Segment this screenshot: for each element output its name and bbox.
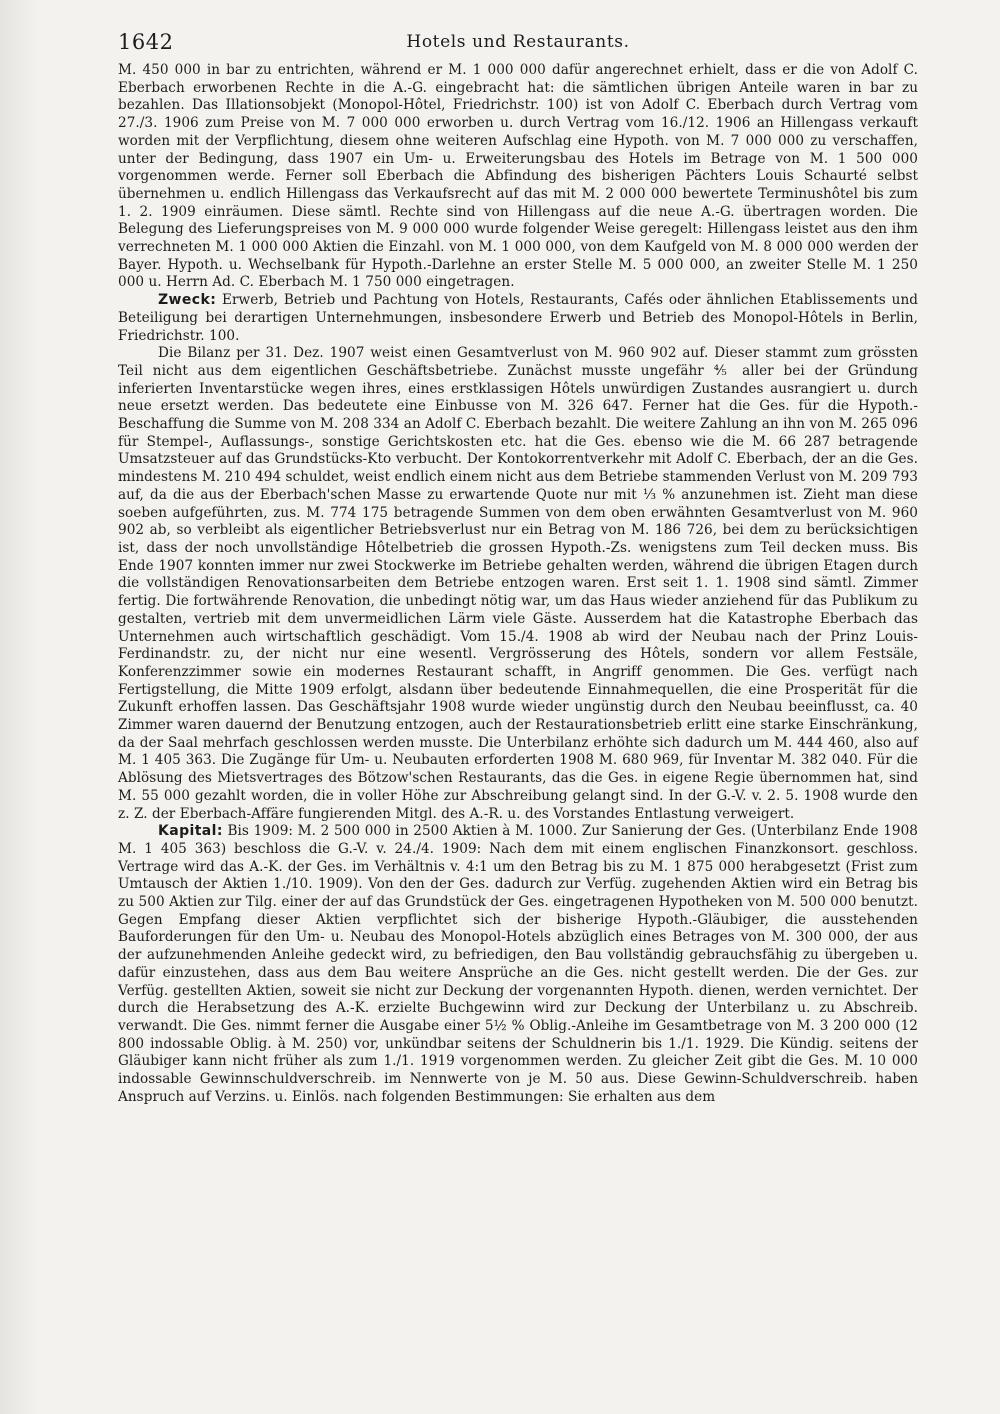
page-number: 1642 [118, 30, 174, 54]
paragraph-continuation [118, 62, 918, 292]
paragraph-text: Bis 1909: M. 2 500 000 in 2500 Aktien à M. 1000. Zur Sanierung der Ges. (Unterbilanz Ende 1908 M. 1 405 363) beschloss die G.-V. v. 24./4. 1909: Nach dem mit einem englischen Finanzkonsort. geschloss. Vertrage wird das A.-K. der Ges. im Verhältnis v. 4:1 um den Betrag bis zu M. 1 875 000 herabgesetzt (Frist zum Umtausch der Aktien 1./10. 1909). Von den der Ges. dadurch zur Verfüg. zugehenden Aktien wird ein Betrag bis zu 500 Aktien zur Tilg. einer der auf das Grundstück der Ges. eingetragenen Hypotheken von M. 500 000 benutzt. Gegen Empfang dieser Aktien verpflichtet sich der bisherige Hypoth.-Gläubiger, die ausstehenden Bauforderungen für den Um- u. Neubau des Monopol-Hotels abzüglich eines Betrages von M. 300 000, der aus der aufzunehmenden Anleihe gedeckt wird, zu befriedigen, den Bau vollständig gebrauchsfähig zu übergeben u. dafür einzustehen, dass aus dem Bau weitere Ansprüche an die Ges. nicht gestellt werden. Die der Ges. zur Verfüg. gestellten Aktien, soweit sie nicht zur Deckung der vorgenannten Hypoth. dienen, werden vernichtet. Der durch die Herabsetzung des A.-K. erzielte Buchgewinn wird zur Deckung der Unterbilanz u. zu Abschreib. verwandt. Die Ges. nimmt ferner die Ausgabe einer 5½ % Oblig.-Anleihe im Gesamtbetrage von M. 3 200 000 (12 800 indossable Oblig. à M. 250) vor, unkündbar seitens der Schuldnerin bis 1./1. 1929. Die Kündig. seitens der Gläubiger kann nicht früher als zum 1./1. 1919 vorgenommen werden. Zu gleicher Zeit gibt die Ges. M. 10 000 indossable Gewinnschuldverschreib. im Nennwerte von je M. 50 aus. Diese Gewinn-Schuldverschreib. haben Anspruch auf Verzins. u. Einlös. nach folgenden Bestimmungen: Sie erhalten aus dem [118, 823, 918, 1105]
scan-edge-shadow [0, 0, 40, 1414]
paragraph-bilanz [118, 345, 918, 823]
body-text [118, 62, 918, 1106]
paragraph-text: M. 450 000 in bar zu entrichten, während er M. 1 000 000 dafür angerechnet erhielt, dass er die von Adolf C. Eberbach erworbenen Rechte in die A.-G. eingebracht hat: die sämtlichen übrigen Anteile waren in bar zu bezahlen. Das Illationsobjekt (Monopol-Hôtel, Friedrichstr. 100) ist von Adolf C. Eberbach durch Vertrag vom 27./3. 1906 zum Preise von M. 7 000 000 erworben u. durch Vertrag vom 16./12. 1906 an Hillengass verkauft worden mit der Verpflichtung, diesem ohne weiteren Aufschlag eine Hypoth. von M. 7 000 000 zu verschaffen, unter der Bedingung, dass 1907 ein Um- u. Erweiterungsbau des Hotels im Betrage von M. 1 500 000 vorgenommen werde. Ferner soll Eberbach die Abfindung des bisherigen Pächters Louis Schaurté selbst übernehmen u. endlich Hillengass das Verkaufsrecht auf das mit M. 2 000 000 bewertete Terminushôtel bis zum 1. 2. 1909 einräumen. Diese sämtl. Rechte sind von Hillengass auf die neue A.-G. übertragen worden. Die Belegung des Lieferungspreises von M. 9 000 000 wurde folgender Weise geregelt: Hillengass leistet aus den ihm verrechneten M. 1 000 000 Aktien die Einzahl. von M. 1 000 000, von dem Kaufgeld von M. 8 000 000 werden der Bayer. Hypoth. u. Wechselbank für Hypoth.-Darlehne an erster Stelle M. 5 000 000, an zweiter Stelle M. 1 250 000 u. Herrn Ad. C. Eberbach M. 1 750 000 eingetragen. [118, 62, 918, 291]
section-kapital [118, 823, 918, 1106]
paragraph-text: Die Bilanz per 31. Dez. 1907 weist einen Gesamtverlust von M. 960 902 auf. Dieser stammt zum grössten Teil nicht aus dem eigentlichen Geschäftsbetriebe. Zunächst musste ungefähr ⅘ aller bei der Gründung inferierten Inventarstücke wegen ihres, eines erstklassigen Hôtels unwürdigen Zustandes ausrangiert u. durch neue ersetzt werden. Das bedeutete eine Einbusse von M. 326 647. Ferner hat die Ges. für die Hypoth.-Beschaffung die Summe von M. 208 334 an Adolf C. Eberbach bezahlt. Die weitere Zahlung an ihn von M. 265 096 für Stempel-, Auflassungs-, sonstige Gerichtskosten etc. hat die Ges. ebenso wie die M. 66 287 betragende Umsatzsteuer auf das Grundstücks-Kto verbucht. Der Kontokorrentverkehr mit Adolf C. Eberbach, der an die Ges. mindestens M. 210 494 schuldet, weist endlich einem nicht aus dem Betriebe stammenden Verlust von M. 209 793 auf, da die aus der Eberbach'schen Masse zu erwartende Quote nur mit ⅓ % anzunehmen ist. Zieht man diese soeben aufgeführten, zus. M. 774 175 betragende Summen von dem oben erwähnten Gesamtverlust von M. 960 902 ab, so verbleibt als eigentlicher Betriebsverlust nur ein Betrag von M. 186 726, bei dem zu berücksichtigen ist, dass der noch unvollständige Hôtelbetrieb die grossen Hypoth.-Zs. wenigstens zum Teil decken muss. Bis Ende 1907 konnten immer nur zwei Stockwerke im Betriebe gehalten werden, während die übrigen Etagen durch die vollständigen Renovationsarbeiten dem Betriebe entzogen waren. Erst seit 1. 1. 1908 sind sämtl. Zimmer fertig. Die fortwährende Renovation, die unbedingt nötig war, um das Haus wieder anziehend für das Publikum zu gestalten, vertrieb mit dem unvermeidlichen Lärm viele Gäste. Ausserdem hat die Katastrophe Eberbach das Unternehmen auch wirtschaftlich geschädigt. Vom 15./4. 1908 ab wird der Neubau nach der Prinz Louis-Ferdinandstr. zu, der nicht nur eine wesentl. Vergrösserung des Hôtels, sondern vor allem Festsäle, Konferenzzimmer sowie ein modernes Restaurant schafft, in Angriff genommen. Die Ges. verfügt nach Fertigstellung, die Mitte 1909 erfolgt, alsdann über bedeutende Einnahmequellen, die eine Prosperität für die Zukunft erhoffen lassen. Das Geschäftsjahr 1908 wurde wieder ungünstig durch den Neubau beeinflusst, ca. 40 Zimmer waren dauernd der Benutzung entzogen, auch der Restaurationsbetrieb erlitt eine starke Einschränkung, da der Saal mehrfach geschlossen werden musste. Die Unterbilanz erhöhte sich dadurch um M. 444 460, also auf M. 1 405 363. Die Zugänge für Um- u. Neubauten erforderten 1908 M. 680 969, für Inventar M. 382 040. Für die Ablösung des Mietsvertrages des Bötzow'schen Restaurants, das die Ges. in eigene Regie übernommen hat, sind M. 55 000 gezahlt worden, die in voller Höhe zur Abschreibung gelangt sind. In der G.-V. v. 2. 5. 1908 wurde den z. Z. der Eberbach-Affäre fungierenden Mitgl. des A.-R. u. des Vorstandes Entlastung verweigert. [118, 345, 918, 822]
running-title: Hotels und Restaurants. [406, 32, 630, 52]
paragraph-text: Erwerb, Betrieb und Pachtung von Hotels, Restaurants, Cafés oder ähnlichen Etablissements und Beteiligung bei derartigen Unternehmungen, insbesondere Erwerb und Betrieb des Monopol-Hôtels in Berlin, Friedrichstr. 100. [118, 292, 918, 344]
section-label-kapital: Kapital: [158, 823, 223, 840]
section-label-zweck: Zweck: [158, 292, 217, 309]
page-header [118, 30, 918, 56]
section-zweck [118, 292, 918, 345]
